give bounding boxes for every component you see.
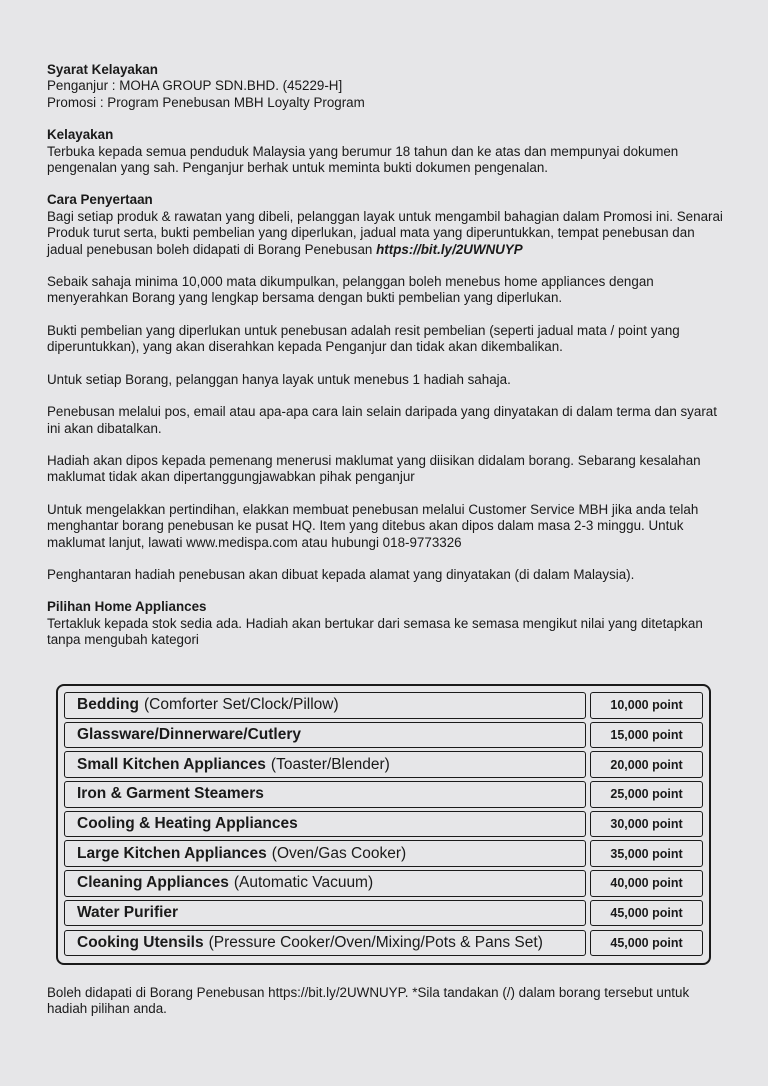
kelayakan-text: Terbuka kepada semua penduduk Malaysia yang berumur 18 tahun dan ke atas dan mempunyai dokumen pengenalan yang sah. Penganjur berhak untuk meminta bukti dokumen pengenalan.: [47, 143, 679, 176]
table-row: [64, 722, 703, 749]
terms-content: [47, 62, 727, 665]
category-desc: (Pressure Cooker/Oven/Mixing/Pots & Pans Set): [208, 933, 543, 951]
category-name: Cooking Utensils: [77, 933, 204, 951]
category-cell: [64, 900, 586, 927]
footer-note: Boleh didapati di Borang Penebusan https://bit.ly/2UWNUYP. *Sila tandakan (/) dalam borang tersebut untuk hadiah pilihan anda.: [47, 985, 690, 1017]
cara-paragraph-7: Untuk mengelakkan pertindihan, elakkan membuat penebusan melalui Customer Service MBH jika anda telah menghantar borang penebusan ke pusat HQ. Item yang ditebus akan dipos dalam masa 2-3 minggu. Untuk maklumat lanjut, lawati www.medispa.com atau hubungi 018-9773326: [47, 501, 699, 550]
category-cell: [64, 751, 586, 778]
points-cell: 45,000 point: [590, 900, 703, 927]
cara-p1-text: Bagi setiap produk & rawatan yang dibeli, pelanggan layak untuk mengambil bahagian dalam Promosi ini. Senarai Produk turut serta, bukti pembelian yang diperlukan, jadual mata yang diperuntukkan, tempat penebusan dan jadual penebusan boleh didapati di Borang Penebusan: [47, 208, 723, 257]
cara-paragraph-3: Bukti pembelian yang diperlukan untuk penebusan adalah resit pembelian (seperti jadual mata / point yang diperuntukkan), yang akan diserahkan kepada Penganjur dan tidak akan dikembalikan.: [47, 322, 680, 355]
appliances-table: [56, 684, 711, 965]
category-cell: [64, 840, 586, 867]
table-row: [64, 751, 703, 778]
category-cell: [64, 930, 586, 957]
points-cell: 35,000 point: [590, 840, 703, 867]
category-name: Small Kitchen Appliances: [77, 755, 266, 773]
points-cell: 25,000 point: [590, 781, 703, 808]
promosi-line: Promosi : Program Penebusan MBH Loyalty Program: [47, 94, 365, 110]
cara-paragraph-2: Sebaik sahaja minima 10,000 mata dikumpulkan, pelanggan boleh menebus home appliances dengan menyerahkan Borang yang lengkap bersama dengan bukti pembelian yang diperlukan.: [47, 274, 654, 306]
cara-paragraph-5: Penebusan melalui pos, email atau apa-apa cara lain selain daripada yang dinyatakan di dalam terma dan syarat ini akan dibatalkan.: [47, 404, 717, 436]
syarat-title: Syarat Kelayakan: [47, 62, 158, 77]
category-name: Cleaning Appliances: [77, 874, 229, 892]
category-name: Cooling & Heating Appliances: [77, 815, 298, 832]
cara-section: [47, 192, 727, 583]
category-cell: [64, 811, 586, 838]
category-name: Iron & Garment Steamers: [77, 785, 264, 803]
cara-paragraph-4: Untuk setiap Borang, pelanggan hanya layak untuk menebus 1 hadiah sahaja.: [47, 371, 511, 387]
table-row: [64, 840, 703, 867]
category-cell: [64, 781, 586, 808]
pilihan-title: Pilihan Home Appliances: [47, 599, 207, 615]
cara-title: Cara Penyertaan: [47, 192, 153, 208]
kelayakan-title: Kelayakan: [47, 127, 114, 143]
category-desc: (Comforter Set/Clock/Pillow): [144, 696, 339, 714]
appliances-rows: [64, 692, 703, 959]
points-cell: 20,000 point: [590, 751, 703, 778]
cara-paragraph-1: [47, 209, 727, 258]
table-row: [64, 811, 703, 838]
category-name: Bedding: [77, 696, 139, 714]
points-cell: 45,000 point: [590, 930, 703, 957]
category-cell: [64, 722, 586, 749]
kelayakan-section: [47, 127, 727, 176]
category-name: Large Kitchen Appliances: [77, 844, 267, 862]
category-name: Water Purifier: [77, 904, 179, 922]
points-cell: 10,000 point: [590, 692, 703, 719]
category-desc: (Oven/Gas Cooker): [271, 844, 407, 862]
category-cell: [64, 692, 586, 719]
category-cell: [64, 870, 586, 897]
category-name: Glassware/Dinnerware/Cutlery: [77, 725, 301, 743]
penganjur-line: Penganjur : MOHA GROUP SDN.BHD. (45229-H]: [47, 78, 343, 94]
table-row: [64, 692, 703, 719]
cara-paragraph-6: Hadiah akan dipos kepada pemenang menerusi maklumat yang diisikan didalam borang. Sebarang kesalahan maklumat tidak akan dipertanggungjawabkan pihak penganjur: [47, 452, 701, 485]
points-cell: 30,000 point: [590, 811, 703, 838]
table-row: [64, 870, 703, 897]
points-cell: 15,000 point: [590, 722, 703, 749]
table-row: [64, 930, 703, 957]
category-desc: (Toaster/Blender): [270, 755, 390, 773]
borang-link[interactable]: https://bit.ly/2UWNUYP: [376, 241, 523, 257]
syarat-section: [47, 62, 727, 111]
points-cell: 40,000 point: [590, 870, 703, 897]
pilihan-section: [47, 599, 727, 648]
cara-paragraph-8: Penghantaran hadiah penebusan akan dibuat kepada alamat yang dinyatakan (di dalam Malaysia).: [47, 566, 635, 582]
pilihan-text: Tertakluk kepada stok sedia ada. Hadiah akan bertukar dari semasa ke semasa mengikut nilai yang ditetapkan tanpa mengubah kategori: [47, 615, 703, 648]
category-desc: (Automatic Vacuum): [233, 874, 374, 892]
table-row: [64, 781, 703, 808]
table-row: [64, 900, 703, 927]
